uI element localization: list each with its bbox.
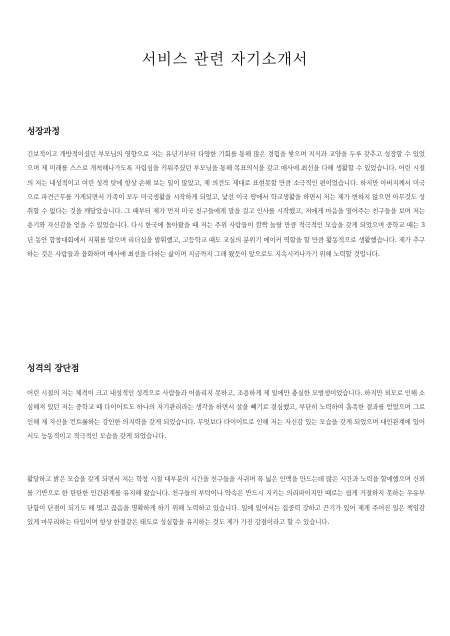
section-heading-growth: 성장과정 <box>27 127 60 137</box>
section-personality-paragraph-1: 어린 시절의 저는 체격이 크고 내성적인 성격으로 사람들과 어울리지 못하고, 조용하게 제 일에만 충실한 모범생이었습니다. 하지만 외모로 인해 소심해져 있던 저는 중학교 때 다이어트도 하나의 자기관리라는 생각을 하면서 살을 빼기로 결심했고, 부단히 노력하여 흡족한 결과를 얻었으며 그로 인해 제 자신을 컨트롤하는 강인한 의지력을 갖게 되었습니다. 무엇보다 다이어트로 인해 저는 자신감 있는 모습을 갖게 되었으며 대인관계에 있어서도 능동적이고 적극적인 모습을 갖게 되었습니다. <box>27 389 425 440</box>
section-personality-paragraph-2: 활달하고 밝은 모습을 갖게 되면서 저는 학창 시절 대부분의 시간을 친구들을 사귀며 폭 넓은 인맥을 만드는데 많은 시간과 노력을 할애했으며 신뢰를 기반으로 한 탄탄한 인간관계를 유지해 왔습니다. 친구들의 부탁이나 약속은 반드시 지키는 의리파이지만 때로는 쉽게 거절하지 못하는 우유부단함이 단점이 되기도 해 몇고 끊음을 명확하게 하기 위해 노력하고 있습니다. 일에 있어서는 집중력 강하고 끈기가 있어 제게 주어진 일은 책임감 있게 마무리하는 타입이며 항상 한결같은 태도로 성실함을 유지하는 것도 제가 가진 강점이라고 할 수 있습니다. <box>27 475 426 526</box>
section-heading-personality: 성격의 장단점 <box>27 364 80 374</box>
document-title: 서비스 관련 자기소개서 <box>141 50 309 68</box>
section-growth-paragraph: 긴보적이고 개방적이셨던 부모님의 영향으로 저는 유년기부터 다양한 기회를 통해 많은 경험을 쌓으며 지식과 교양을 두루 갖추고 성장할 수 있었으며 제 미래를 스스로 개척해나가도록 자립심을 키워주셨던 부모님을 통해 목표의식을 갖고 매사에 최선을 다해 생활할 수 있었습니다. 어린 시절의 저는 내성적이고 여린 성격 탓에 항상 손해 보는 일이 많았고, 제 의견도 제대로 표현못할 만큼 소극적인 편이었습니다. 하지만 아버지께서 미국으로 파견근무를 가게되면서 가족이 모두 미국생활을 시작하게 되었고, 낯선 이국 땅에서 학교생활을 하면서 저는 제가 변하지 않으면 아무것도 성취할 수 없다는 것을 깨달았습니다. 그 때부터 제가 먼저 미국 친구들에게 말을 걸고 인사를 시작했고, 저에게 마음을 열어주는 친구들을 보며 저는 용기와 자신감을 얻을 수 있었습니다. 다시 한국에 돌아왔을 때 저는 주위 사람들이 깜짝 놀랄 만큼 적극적인 모습을 갖게 되었으며 중학교 때는 3년 동안 합창대회에서 지휘를 맡으며 리더십을 발휘했고, 고등학교 때도 교실의 분위기 메이커 역할을 할 만큼 활동적으로 생활했습니다. 제가 추구하는 것은 사람들과 융화하며 매사에 최선을 다하는 삶이며 지금까지 그래 왔듯이 앞으로도 지속시켜나가기 위해 노력할 것입니다. <box>27 150 425 259</box>
